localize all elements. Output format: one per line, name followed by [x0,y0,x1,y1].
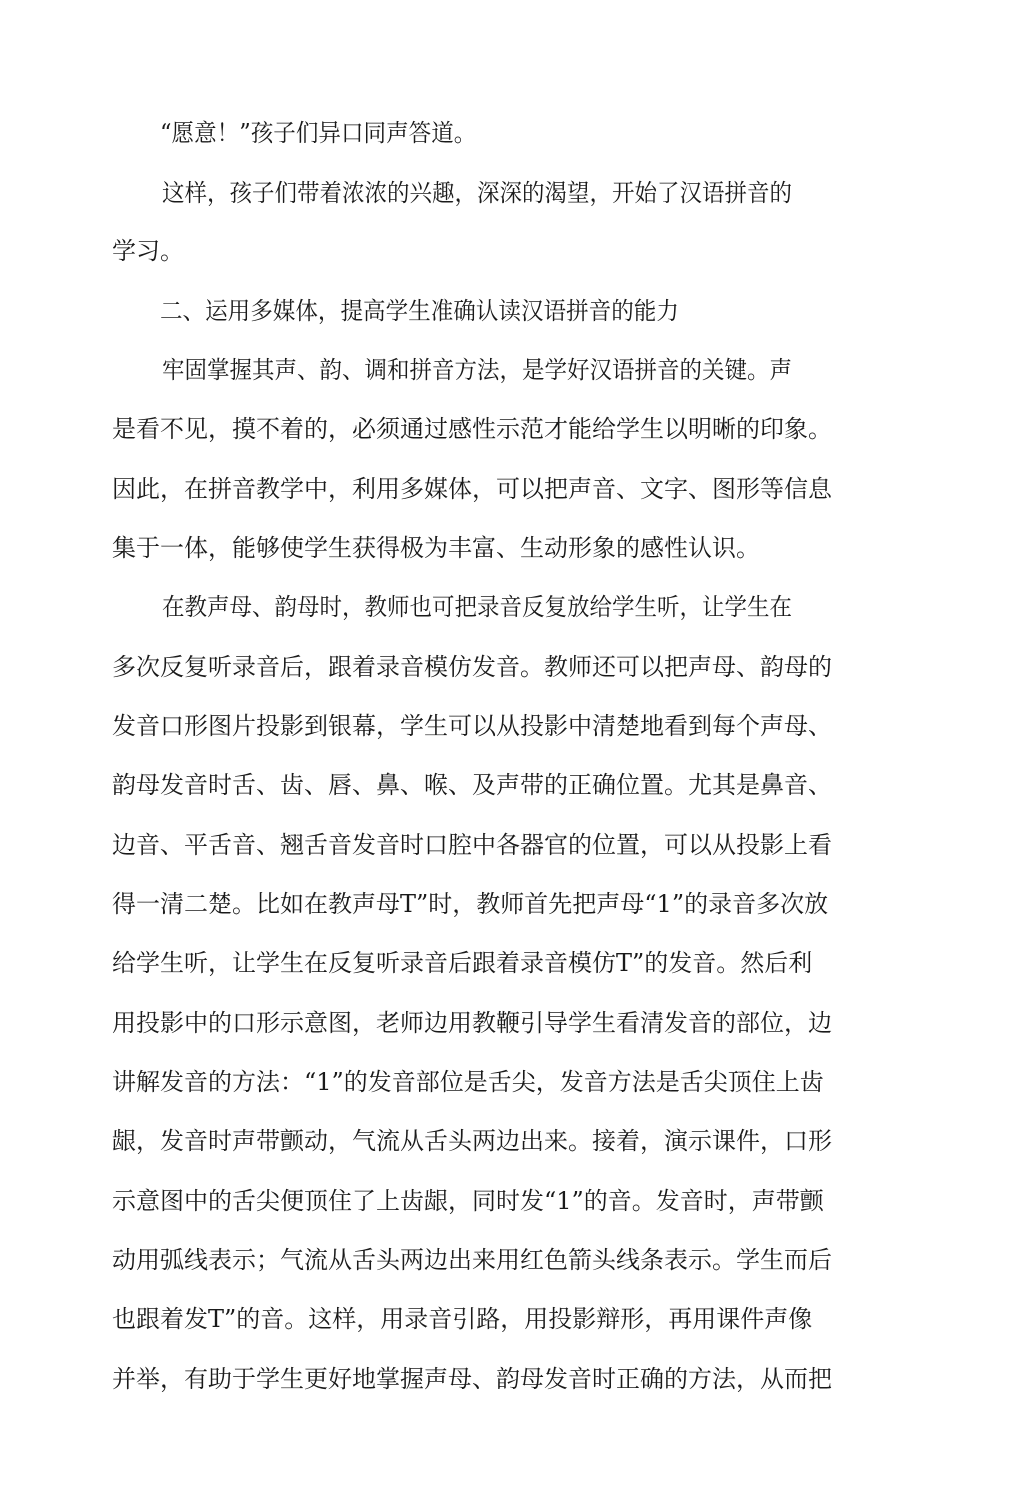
text-line: 这样，孩子们带着浓浓的兴趣，深深的渴望，开始了汉语拼音的 [162,179,792,207]
text-line: 动用弧线表示；气流从舌头两边出来用红色箭头线条表示。学生而后 [112,1246,832,1274]
text-line: 韵母发音时舌、齿、唇、鼻、喉、及声带的正确位置。尤其是鼻音、 [112,771,832,799]
text-line: 集于一体，能够使学生获得极为丰富、生动形象的感性认识。 [112,534,760,562]
text-line: 边音、平舌音、翘舌音发音时口腔中各器官的位置，可以从投影上看 [112,831,832,859]
text-line: 得一清二楚。比如在教声母T”时，教师首先把声母“1”的录音多次放 [112,890,829,918]
text-line: 因此，在拼音教学中，利用多媒体，可以把声音、文字、图形等信息 [112,475,832,503]
text-line: 示意图中的舌尖便顶住了上齿龈，同时发“1”的音。发音时，声带颤 [112,1187,824,1215]
text-line: 用投影中的口形示意图，老师边用教鞭引导学生看清发音的部位，边 [112,1009,832,1037]
text-line: 讲解发音的方法：“1”的发音部位是舌尖，发音方法是舌尖顶住上齿 [112,1068,824,1096]
text-line: 牢固掌握其声、韵、调和拼音方法，是学好汉语拼音的关键。声 [162,356,792,384]
text-line: 在教声母、韵母时，教师也可把录音反复放给学生听，让学生在 [162,593,792,621]
text-line: 也跟着发T”的音。这样，用录音引路，用投影辩形，再用课件声像 [112,1305,813,1333]
text-line: 并举，有助于学生更好地掌握声母、韵母发音时正确的方法，从而把 [112,1365,832,1393]
text-line: 给学生听，让学生在反复听录音后跟着录音模仿T”的发音。然后利 [112,949,813,977]
section-heading: 二、运用多媒体，提高学生准确认读汉语拼音的能力 [160,297,679,325]
text-line: 龈，发音时声带颤动，气流从舌头两边出来。接着，演示课件，口形 [112,1127,832,1155]
text-line: 多次反复听录音后，跟着录音模仿发音。教师还可以把声母、韵母的 [112,653,832,681]
text-line: 是看不见，摸不着的，必须通过感性示范才能给学生以明晰的印象。 [112,415,832,443]
text-line: 学习。 [112,237,184,265]
text-line: “愿意！”孩子们异口同声答道。 [160,119,477,147]
text-line: 发音口形图片投影到银幕，学生可以从投影中清楚地看到每个声母、 [112,712,832,740]
